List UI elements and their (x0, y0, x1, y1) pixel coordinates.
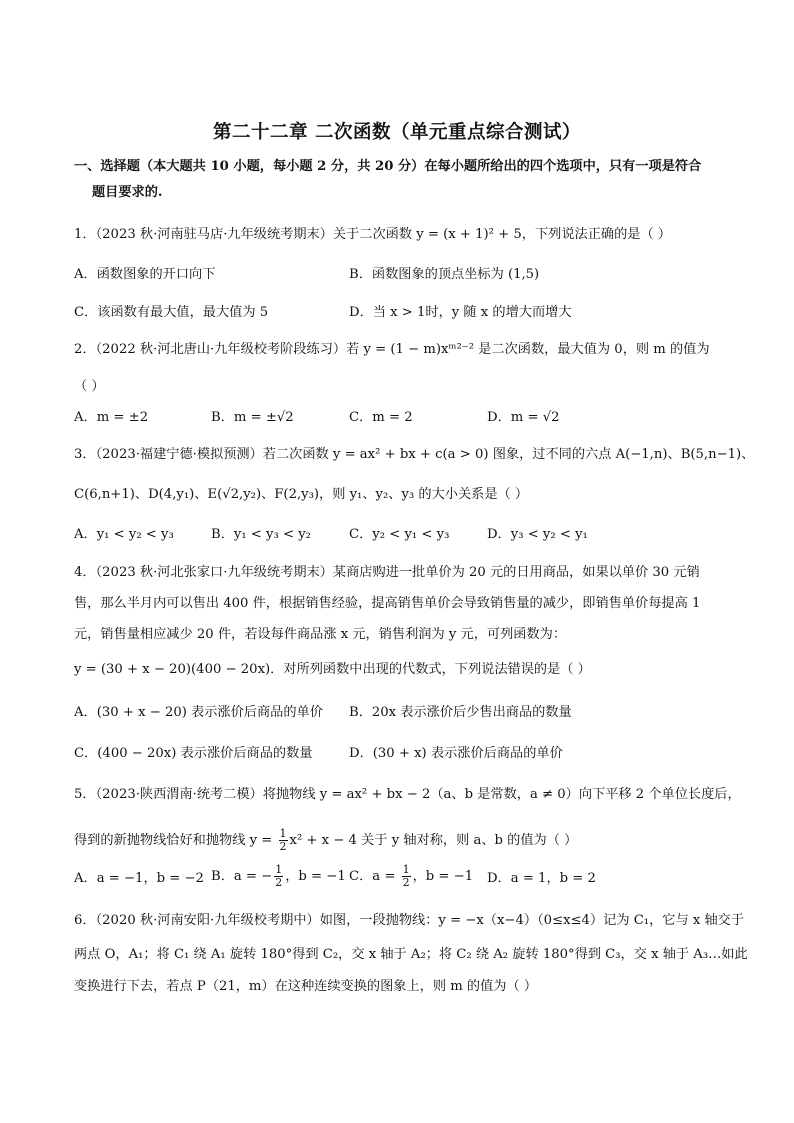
question-1-option-b: B．函数图象的顶点坐标为 (1,5) (349, 267, 540, 282)
question-4-option-d: D．(30 + x) 表示涨价后商品的单价 (349, 746, 563, 761)
question-3-option-a: A．y₁ < y₂ < y₃ (74, 527, 174, 542)
question-5-option-c-suffix: ，b = −1 (412, 869, 474, 884)
question-5-option-b-prefix: B．a = − (211, 869, 273, 884)
section-heading-line2: 题目要求的. (92, 185, 163, 200)
fraction-numerator: 1 (402, 863, 410, 876)
question-4-option-a: A．(30 + x − 20) 表示涨价后商品的单价 (74, 705, 323, 720)
question-1-option-a: A．函数图象的开口向下 (74, 267, 216, 282)
fraction-numerator: 1 (275, 863, 283, 876)
question-6-stem-line3: 变换进行下去，若点 P（21，m）在这种连续变换的图象上，则 m 的值为（ ） (74, 979, 538, 994)
question-2-option-d: D．m = √2 (487, 410, 560, 425)
question-5-stem: 5．（2023·陕西渭南·统考二模）将抛物线 y = ax² + bx − 2（a、b 是常数，a ≠ 0）向下平移 2 个单位长度后， (74, 787, 741, 802)
question-2-option-c: C．m = 2 (349, 410, 413, 425)
question-6-stem: 6．（2020 秋·河南安阳·九年级校考期中）如图，一段抛物线：y = −x（x−4）（0≤x≤4）记为 C₁，它与 x 轴交于 (74, 913, 745, 928)
question-5-option-c-prefix: C．a = (349, 869, 400, 884)
question-5-stem-line2-suffix: x² + x − 4 关于 y 轴对称，则 a、b 的值为（ ） (289, 833, 578, 848)
question-3-option-d: D．y₃ < y₂ < y₁ (487, 527, 588, 542)
question-5-option-d: D．a = 1，b = 2 (487, 871, 596, 886)
question-1-option-c: C．该函数有最大值，最大值为 5 (74, 305, 269, 320)
question-2-stem: 2．（2022 秋·河北唐山·九年级校考阶段练习）若 y = (1 − m)xᵐ²⁻² 是二次函数，最大值为 0，则 m 的值为 (74, 342, 710, 357)
question-2-stem-blank: （ ） (74, 379, 105, 394)
question-4-option-c: C．(400 − 20x) 表示涨价后商品的数量 (74, 746, 313, 761)
question-3-stem: 3．（2023·福建宁德·模拟预测）若二次函数 y = ax² + bx + c(a > 0) 图象，过不同的六点 A(−1,n)、B(5,n−1)、 (74, 447, 755, 462)
question-5-option-a: A．a = −1，b = −2 (74, 871, 204, 886)
fraction-denominator: 2 (275, 876, 283, 889)
question-4-stem-line4: y = (30 + x − 20)(400 − 20x)．对所列函数中出现的代数式，下列说法错误的是（ ） (74, 662, 591, 677)
question-4-option-b: B．20x 表示涨价后少售出商品的数量 (349, 705, 572, 720)
question-3-option-b: B．y₁ < y₃ < y₂ (211, 527, 311, 542)
question-4-stem-line3: 元，销售量相应减少 20 件，若设每件商品涨 x 元，销售利润为 y 元，可列函数为： (74, 627, 567, 642)
question-5-stem-line2 (74, 828, 577, 853)
question-5-option-b (211, 864, 346, 889)
question-1-stem: 1．（2023 秋·河南驻马店·九年级统考期末）关于二次函数 y = (x + 1)² + 5，下列说法正确的是（ ） (74, 227, 672, 242)
question-3-option-c: C．y₂ < y₁ < y₃ (349, 527, 450, 542)
question-2-option-b: B．m = ±√2 (211, 410, 294, 425)
question-5-option-c (349, 864, 473, 889)
question-6-stem-line2: 两点 O，A₁；将 C₁ 绕 A₁ 旋转 180°得到 C₂，交 x 轴于 A₂；将 C₂ 绕 A₂ 旋转 180°得到 C₃，交 x 轴于 A₃…如此 (74, 947, 748, 962)
fraction-one-half (274, 864, 283, 889)
question-3-stem-line2: C(6,n+1)、D(4,y₁)、E(√2,y₂)、F(2,y₃)，则 y₁、y₂、y₃ 的大小关系是（ ） (74, 487, 529, 502)
question-4-stem-line2: 售，那么半月内可以售出 400 件，根据销售经验，提高销售单价会导致销售量的减少，即销售单价每提高 1 (74, 596, 701, 611)
fraction-denominator: 2 (279, 840, 287, 853)
question-1-option-d: D．当 x > 1时，y 随 x 的增大而增大 (349, 305, 572, 320)
fraction-one-half (402, 864, 411, 889)
question-2-option-a: A．m = ±2 (74, 410, 149, 425)
fraction-one-half (279, 828, 288, 853)
question-5-stem-line2-prefix: 得到的新抛物线恰好和抛物线 y = (74, 833, 277, 848)
question-4-stem: 4．（2023 秋·河北张家口·九年级统考期末）某商店购进一批单价为 20 元的日用商品，如果以单价 30 元销 (74, 565, 700, 580)
page-title: 第二十二章 二次函数（单元重点综合测试） (213, 122, 581, 143)
fraction-numerator: 1 (279, 827, 287, 840)
fraction-denominator: 2 (402, 876, 410, 889)
section-heading-line1: 一、选择题（本大题共 10 小题，每小题 2 分，共 20 分）在每小题所给出的四个选项中，只有一项是符合 (74, 159, 702, 174)
question-5-option-b-suffix: ，b = −1 (285, 869, 346, 884)
